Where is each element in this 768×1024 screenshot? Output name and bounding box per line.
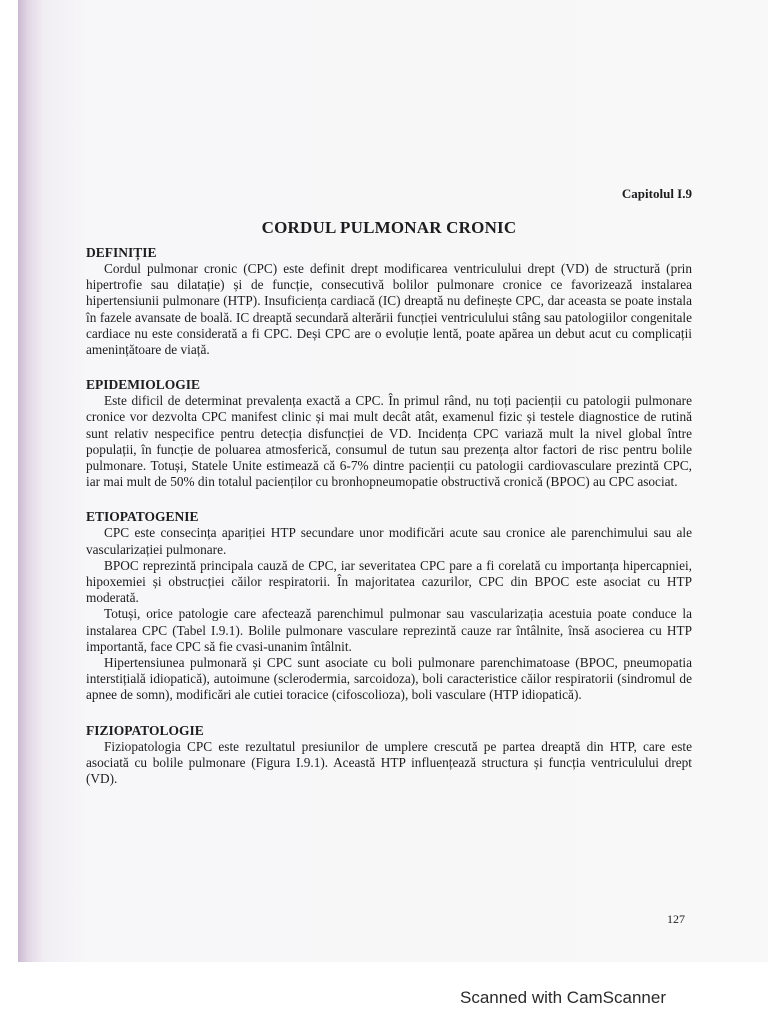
section-heading: ETIOPATOGENIE (86, 509, 199, 525)
paragraph: Totuși, orice patologie care afectează parenchimul pulmonar sau vascularizația acestuia poate conduce la instalarea CPC (Tabel I.9.1). Bolile pulmonare vasculare reprezintă cauze rar întâlnite, însă asocierea cu HTP importantă, face CPC să fie cvasi-unanim întâlnit. (86, 606, 692, 654)
chapter-label: Capitolul I.9 (621, 186, 692, 201)
paragraph: Fiziopatologia CPC este rezultatul presiunilor de umplere crescută pe partea dreaptă din HTP, care este asociată cu bolile pulmonare (Figura I.9.1). Această HTP influențează structura și funcția ventriculului drept (VD). (86, 738, 692, 787)
section-heading: FIZIOPATOLOGIE (86, 722, 204, 738)
section-epidemiologie (86, 376, 692, 490)
section-heading: DEFINIȚIE (86, 245, 157, 260)
section-fiziopatologie (86, 722, 692, 788)
paragraph: BPOC reprezintă principala cauză de CPC, iar severitatea CPC pare a fi corelată cu importanța hipercapniei, hipoxemiei și obstrucției căilor respiratorii. În majoritatea cazurilor, CPC din BPOC este asociat cu HTP moderată. (86, 557, 692, 606)
document-body (86, 180, 692, 787)
paragraph: Hipertensiunea pulmonară și CPC sunt asociate cu boli pulmonare parenchimatoase (BPOC, pneumopatia interstițială idiopatică), autoimune (sclerodermia, sarcoidoza), boli caracteristice căilor respiratorii (sindromul de apnee de somn), modificări ale cutiei toracice (cifoscolioza), boli vasculare (HTP idiopatică). (86, 655, 692, 703)
paragraph: CPC este consecința apariției HTP secundare unor modificări acute sau cronice ale parenchimului sau ale vascularizației pulmonare. (86, 525, 692, 557)
page-left-margin (0, 0, 18, 962)
paragraph: Cordul pulmonar cronic (CPC) este definit drept modificarea ventriculului drept (VD) de structură (prin hipertrofie sau dilatație) și de funcție, consecutivă bolilor pulmonare cronice ce favorizează instalarea hipertensiunii pulmonare (HTP). Insuficiența cardiacă (IC) dreaptă nu definește CPC, dar aceasta se poate instala în fazele avansate de boală. IC dreaptă secundară alterării funcției ventriculului stâng sau patologiilor congenitale cardiace nu este considerată a fi CPC. Deși CPC are o evoluție lentă, poate apărea un debut acut cu complicații amenințătoare de viață. (86, 261, 692, 358)
section-heading: EPIDEMIOLOGIE (86, 377, 201, 393)
section-definitie (86, 244, 692, 358)
camscanner-watermark: Scanned with CamScanner (460, 988, 667, 1007)
page-number: 127 (667, 912, 685, 926)
section-etiopatogenie (86, 508, 692, 703)
page-title: CORDUL PULMONAR CRONIC (261, 218, 517, 237)
paragraph: Este dificil de determinat prevalența exactă a CPC. În primul rând, nu toți pacienții cu patologii pulmonare cronice vor dezvolta CPC manifest clinic și mai mult decât atât, examenul fizic și testele diagnostice de rutină sunt relativ nespecifice pentru detecția disfuncției de VD. Incidența CPC variază mult la nivel global între populații, în funcție de poluarea atmosferică, consumul de tutun sau prezența altor factori de risc pentru bolile pulmonare. Totuși, Statele Unite estimează că 6-7% dintre pacienții cu patologii cardiovasculare prezintă CPC, iar mai mult de 50% din totalul pacienților cu bronhopneumopatie obstructivă cronică (BPOC) au CPC asociat. (86, 393, 692, 490)
